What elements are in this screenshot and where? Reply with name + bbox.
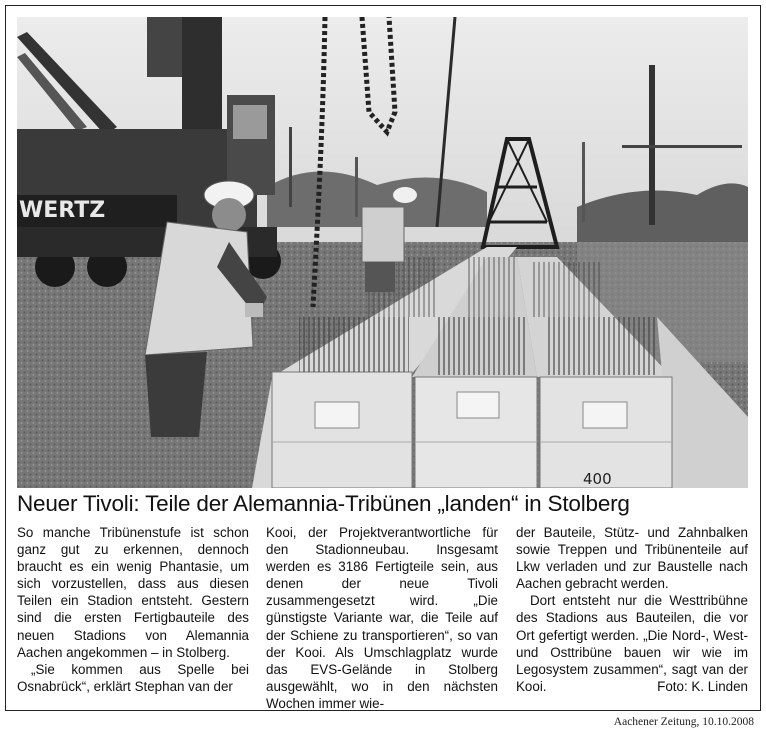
- source-citation: Aachener Zeitung, 10.10.2008: [613, 716, 754, 728]
- article-column-2: [266, 524, 498, 712]
- paragraph-with-credit: [516, 592, 748, 695]
- crane-logo: WERTZ: [19, 198, 106, 223]
- block-marking: 400: [583, 470, 612, 488]
- article-column-3: [516, 524, 748, 695]
- article-headline: Neuer Tivoli: Teile der Alemannia-Tribünen „landen“ in Stolberg: [17, 491, 630, 516]
- paragraph: Kooi, der Projektverantwortliche für den Stadionneubau. Insgesamt werden es 3186 Fertigteile sein, aus denen der neue Tivoli zusammengesetzt wird. „Die günstigste Variante war, die Teile auf der Schiene zu transportieren“, so van der Kooi. Als Umschlagplatz wurde das EVS-Gelände in Stolberg ausgewählt, wo in den nächsten Wochen immer wie-: [266, 525, 498, 711]
- paragraph-text: Dort entsteht nur die Westtribühne des Stadions aus Bauteilen, die vor Ort gefertigt werden. „Die Nord-, West- und Osttribüne bauen wir wie im Legosystem zusammen“, sagt van der Kooi.: [516, 593, 748, 694]
- article-column-1: [17, 524, 249, 695]
- paragraph: So manche Tribünenstufe ist schon ganz gut zu erkennen, dennoch braucht es ein wenig Phantasie, um sich vorzustellen, dass aus diesen Teilen ein Stadion entsteht. Gestern sind die ersten Fertigbauteile des neuen Stadions von Alemannia Aachen angekommen – in Stolberg.: [17, 525, 249, 660]
- article-photo: [17, 17, 748, 488]
- paragraph: „Sie kommen aus Spelle bei Osnabrück“, erklärt Stephan van der: [17, 661, 249, 694]
- paragraph: der Bauteile, Stütz- und Zahnbalken sowie Treppen und Tribünenteile auf Lkw verladen und zur Baustelle nach Aachen gebracht werden.: [516, 525, 748, 592]
- photo-credit: Foto: K. Linden: [657, 678, 748, 694]
- article-body: [17, 524, 748, 711]
